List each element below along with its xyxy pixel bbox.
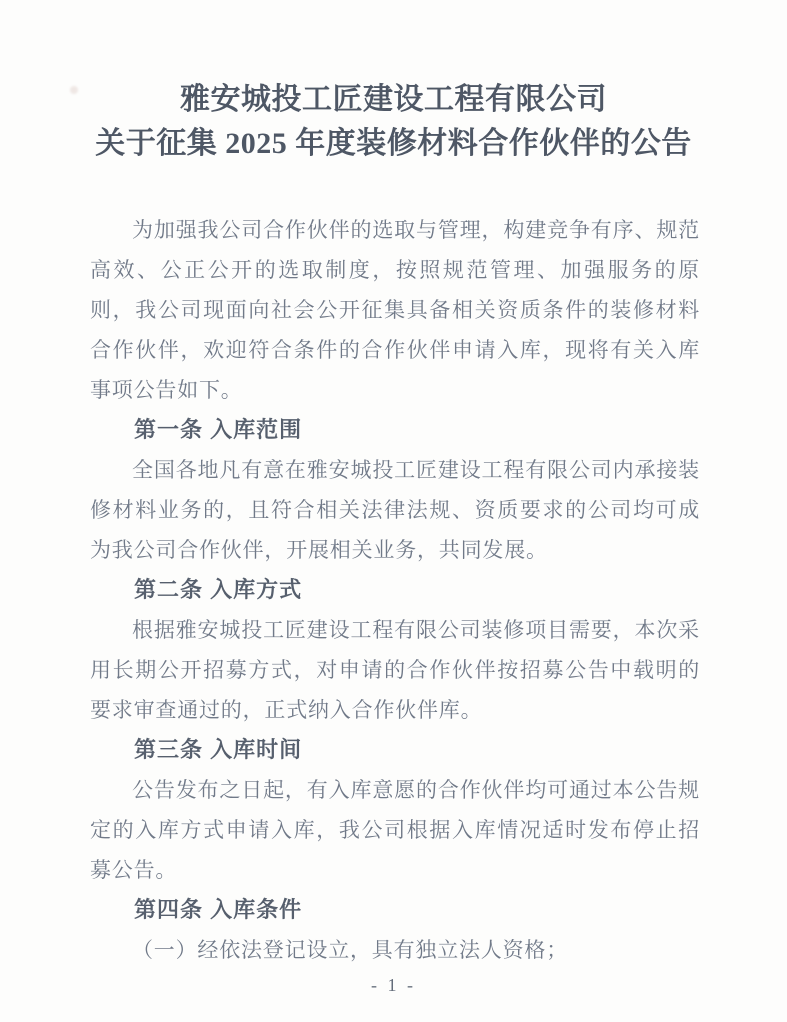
section-3-body: 公告发布之日起，有入库意愿的合作伙伴均可通过本公告规定的入库方式申请入库，我公司根据入库情况适时发布停止招募公告。 [90, 778, 700, 882]
section-2-heading: 第二条 入库方式 [134, 577, 303, 602]
intro-paragraph: 为加强我公司合作伙伴的选取与管理，构建竞争有序、规范高效、公正公开的选取制度，按照规范管理、加强服务的原则，我公司现面向社会公开征集具备相关资质条件的装修材料合作伙伴，欢迎符合条件的合作伙伴申请入库，现将有关入库事项公告如下。 [90, 218, 700, 402]
section-1-body: 全国各地凡有意在雅安城投工匠建设工程有限公司内承接装修材料业务的，且符合相关法律法规、资质要求的公司均可成为我公司合作伙伴，开展相关业务，共同发展。 [90, 458, 700, 562]
section-3-heading: 第三条 入库时间 [134, 737, 303, 762]
title-line-1: 雅安城投工匠建设工程有限公司 [180, 83, 607, 116]
title-line-2: 关于征集 2025 年度装修材料合作伙伴的公告 [95, 127, 692, 160]
document-body [90, 210, 700, 970]
scan-smudge [70, 86, 78, 94]
section-4-body: （一）经依法登记设立，具有独立法人资格； [132, 938, 568, 962]
section-4-heading: 第四条 入库条件 [134, 897, 303, 922]
section-2-body: 根据雅安城投工匠建设工程有限公司装修项目需要，本次采用长期公开招募方式，对申请的合作伙伴按招募公告中载明的要求审查通过的，正式纳入合作伙伴库。 [90, 618, 700, 722]
page-number: - 1 - [371, 975, 416, 995]
page-footer [0, 975, 787, 996]
document-title [60, 78, 727, 166]
section-1-heading: 第一条 入库范围 [134, 417, 303, 442]
